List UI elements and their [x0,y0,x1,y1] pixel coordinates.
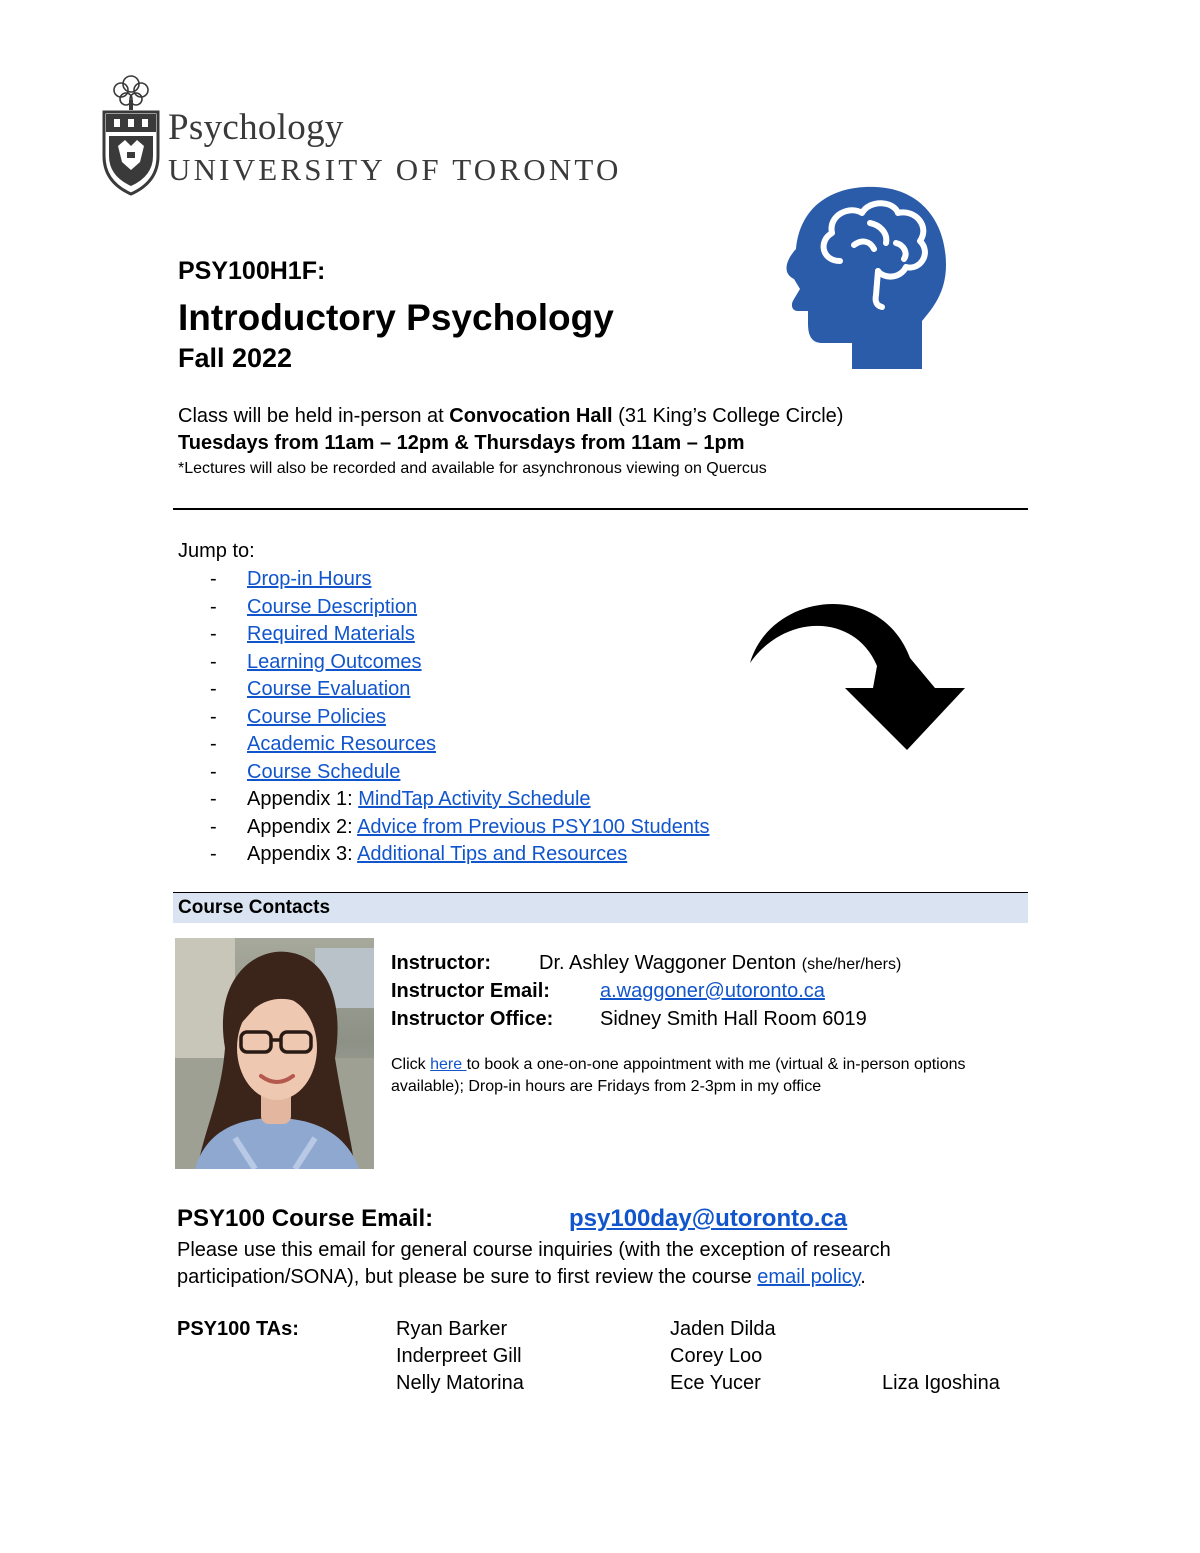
instructor-email-link[interactable]: a.waggoner@utoronto.ca [600,980,825,1002]
list-item: - Required Materials [210,623,415,645]
recording-note: *Lectures will also be recorded and available for asynchronous viewing on Quercus [178,460,767,477]
university-logo [100,72,660,202]
section-heading: Course Contacts [178,897,331,918]
list-item: - Drop-in Hours [210,568,372,590]
course-email-label: PSY100 Course Email: [177,1205,434,1232]
list-item: - Course Policies [210,705,386,728]
list-item: - Appendix 2: Advice from Previous PSY100 Students [210,815,710,838]
class-venue: Convocation Hall [449,405,613,427]
curved-arrow-down-icon [745,588,970,753]
instructor-pronouns: (she/her/hers) [801,956,902,973]
list-item: - Course Description [210,595,418,618]
jump-to-label: Jump to: [178,540,255,562]
link-appendix-2[interactable]: Advice from Previous PSY100 Students [357,815,710,838]
class-schedule: Tuesdays from 11am – 12pm & Thursdays from 11am – 1pm [178,432,745,454]
instructor-row [391,952,901,980]
ta-name: Jaden Dilda [670,1318,776,1340]
ta-name: Nelly Matorina [396,1372,524,1394]
ta-name: Ece Yucer [670,1372,761,1394]
instructor-info [391,952,901,1036]
ta-name: Corey Loo [670,1345,763,1367]
course-email-note: Please use this email for general course inquiries (with the exception of research participation/SONA), but please be sure to first review the course email policy. [177,1239,891,1288]
link-required-materials[interactable]: Required Materials [247,623,415,645]
university-name: UNIVERSITY OF TORONTO [168,152,622,187]
ta-name: Ryan Barker [396,1318,508,1340]
course-title: Introductory Psychology [178,297,614,338]
link-course-evaluation[interactable]: Course Evaluation [247,678,411,700]
instructor-name: Dr. Ashley Waggoner Denton [539,952,802,974]
course-email-link[interactable]: psy100day@utoronto.ca [569,1205,848,1232]
list-item: - Course Schedule [210,760,401,783]
portrait-illustration [175,938,374,1169]
ta-label: PSY100 TAs: [177,1318,299,1340]
link-course-policies[interactable]: Course Policies [247,705,386,728]
link-academic-resources[interactable]: Academic Resources [247,733,436,755]
course-term: Fall 2022 [178,343,293,373]
instructor-label: Instructor: [391,952,491,974]
ta-name: Liza Igoshina [882,1372,1000,1394]
instructor-photo [175,938,374,1169]
jump-to-list [210,566,710,869]
list-item: - Course Evaluation [210,678,411,700]
ta-name: Inderpreet Gill [396,1345,522,1367]
class-location [178,405,843,428]
booking-note: Click here to book a one-on-one appointment with me (virtual & in-person options available); Drop-in hours are Fridays from 2-3pm in my office [391,1056,966,1095]
instructor-email-row [391,980,901,1008]
brain-head-icon [770,183,948,369]
class-address: (31 King’s College Circle) [612,405,844,427]
list-item: - Appendix 3: Additional Tips and Resources [210,843,628,865]
list-item: - Academic Resources [210,733,436,755]
instructor-office-row [391,1008,901,1036]
instructor-email-label: Instructor Email: [391,980,550,1002]
list-item: - Learning Outcomes [210,650,422,673]
list-item: - Appendix 1: MindTap Activity Schedule [210,788,591,810]
email-policy-link[interactable]: email policy [757,1266,861,1288]
link-course-description[interactable]: Course Description [247,595,418,618]
booking-link[interactable]: here [430,1056,467,1073]
link-course-schedule[interactable]: Course Schedule [247,760,401,783]
class-location-prefix: Class will be held in-person at [178,405,450,427]
section-divider [173,508,1028,510]
link-drop-in-hours[interactable]: Drop-in Hours [247,568,372,590]
section-header-bar [173,892,1028,923]
instructor-office: Sidney Smith Hall Room 6019 [600,1008,867,1030]
university-crest-icon [100,72,162,198]
department-name: Psychology [168,107,344,148]
instructor-office-label: Instructor Office: [391,1008,554,1030]
link-appendix-3[interactable]: Additional Tips and Resources [357,843,628,865]
link-appendix-1[interactable]: MindTap Activity Schedule [358,788,591,810]
course-code: PSY100H1F: [178,257,326,285]
link-learning-outcomes[interactable]: Learning Outcomes [247,650,422,673]
